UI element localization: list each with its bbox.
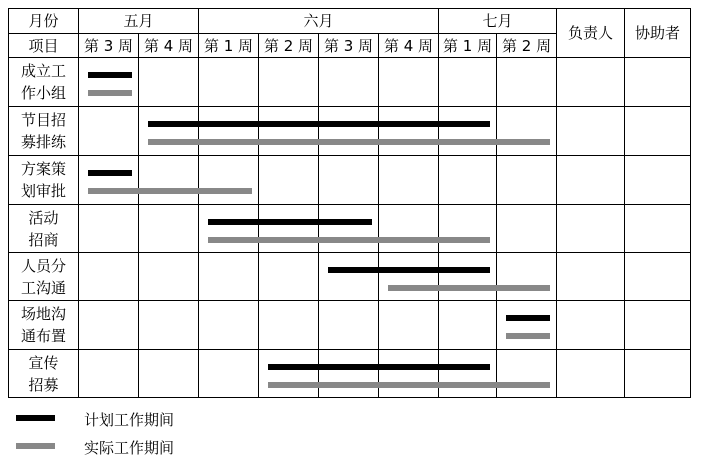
week-grid-cell — [319, 107, 379, 156]
week-grid-cell — [497, 253, 557, 301]
owner-cell — [557, 205, 625, 253]
task-label-line: 场地沟 — [20, 305, 66, 323]
task-row-3 — [9, 156, 691, 205]
week-grid-cell — [259, 301, 319, 350]
week-grid-cell — [199, 350, 259, 398]
owner-cell — [557, 350, 625, 398]
task-row-2 — [9, 107, 691, 156]
owner-cell — [557, 301, 625, 350]
task-label-line: 宣传 — [28, 353, 59, 372]
week-grid-cell — [379, 58, 439, 107]
task-row-1 — [9, 58, 691, 107]
owner-cell — [557, 58, 625, 107]
task-row-5 — [9, 253, 691, 301]
task-label-4 — [9, 205, 79, 253]
week-grid-cell — [79, 205, 139, 253]
week-grid-cell — [379, 301, 439, 350]
legend-label-plan: 计划工作期间 — [84, 411, 175, 429]
assistant-column-header: 协助者 — [625, 9, 691, 58]
owner-cell — [557, 107, 625, 156]
assistant-cell — [625, 253, 691, 301]
task-label-1 — [9, 58, 79, 107]
task-column-header: 项目 — [9, 34, 79, 58]
task-label-line: 募排练 — [20, 133, 66, 151]
task-label-line: 工沟通 — [20, 278, 66, 297]
week-grid-cell — [439, 350, 497, 398]
week-grid-cell — [439, 205, 497, 253]
task-label-line: 节目招 — [20, 111, 66, 129]
task-label-5 — [9, 253, 79, 301]
week-grid-cell — [319, 253, 379, 301]
week-grid-cell — [319, 350, 379, 398]
task-label-line: 通布置 — [20, 327, 66, 345]
week-header-june-w2: 第 2 周 — [259, 34, 319, 58]
week-grid-cell — [79, 156, 139, 205]
week-grid-cell — [79, 301, 139, 350]
week-grid-cell — [79, 350, 139, 398]
week-grid-cell — [199, 301, 259, 350]
month-july-header: 七月 — [439, 9, 557, 34]
task-label-7 — [9, 350, 79, 398]
week-grid-cell — [259, 58, 319, 107]
month-header-row — [9, 9, 691, 34]
legend-label-actual: 实际工作期间 — [84, 439, 175, 457]
legend-item-plan — [16, 409, 216, 431]
week-grid-cell — [439, 253, 497, 301]
legend-item-actual — [16, 437, 216, 459]
week-grid-cell — [319, 205, 379, 253]
week-grid-cell — [139, 301, 199, 350]
week-grid-cell — [259, 253, 319, 301]
week-grid-cell — [259, 205, 319, 253]
assistant-cell — [625, 350, 691, 398]
week-grid-cell — [139, 350, 199, 398]
week-grid-cell — [497, 156, 557, 205]
assistant-cell — [625, 301, 691, 350]
table-header — [9, 9, 691, 58]
week-header-july-w2: 第 2 周 — [497, 34, 557, 58]
week-grid-cell — [199, 107, 259, 156]
task-label-line: 划审批 — [20, 182, 66, 200]
month-label-header: 月份 — [9, 9, 79, 34]
legend-swatch-actual — [16, 443, 55, 449]
week-grid-cell — [139, 156, 199, 205]
week-grid-cell — [497, 301, 557, 350]
owner-column-header: 负责人 — [557, 9, 625, 58]
week-header-june-w3: 第 3 周 — [319, 34, 379, 58]
week-grid-cell — [497, 58, 557, 107]
task-label-line: 招募 — [28, 375, 59, 394]
week-grid-cell — [439, 301, 497, 350]
week-grid-cell — [497, 350, 557, 398]
task-label-line: 活动 — [28, 208, 59, 227]
week-header-july-w1: 第 1 周 — [439, 34, 497, 58]
task-label-line: 作小组 — [20, 84, 66, 102]
week-grid-cell — [199, 58, 259, 107]
week-grid-cell — [199, 253, 259, 301]
task-row-6 — [9, 301, 691, 350]
week-grid-cell — [199, 205, 259, 253]
week-grid-cell — [139, 107, 199, 156]
week-grid-cell — [139, 205, 199, 253]
owner-cell — [557, 253, 625, 301]
week-grid-cell — [439, 58, 497, 107]
week-grid-cell — [379, 205, 439, 253]
owner-cell — [557, 156, 625, 205]
week-header-june-w4: 第 4 周 — [379, 34, 439, 58]
assistant-cell — [625, 58, 691, 107]
week-grid-cell — [439, 107, 497, 156]
week-grid-cell — [497, 205, 557, 253]
task-label-6 — [9, 301, 79, 350]
assistant-cell — [625, 156, 691, 205]
task-row-4 — [9, 205, 691, 253]
week-grid-cell — [79, 58, 139, 107]
week-grid-cell — [319, 301, 379, 350]
week-grid-cell — [139, 253, 199, 301]
week-grid-cell — [199, 156, 259, 205]
week-grid-cell — [259, 350, 319, 398]
week-grid-cell — [79, 107, 139, 156]
week-grid-cell — [259, 156, 319, 205]
week-grid-cell — [139, 58, 199, 107]
week-grid-cell — [259, 107, 319, 156]
task-label-2 — [9, 107, 79, 156]
task-label-line: 招商 — [28, 230, 59, 249]
week-grid-cell — [439, 156, 497, 205]
month-may-header: 五月 — [79, 9, 199, 34]
task-label-line: 成立工 — [20, 62, 66, 80]
week-grid-cell — [379, 156, 439, 205]
task-rows — [9, 58, 691, 398]
month-june-header: 六月 — [199, 9, 439, 34]
week-grid-cell — [379, 253, 439, 301]
assistant-cell — [625, 107, 691, 156]
week-header-may-w4: 第 4 周 — [139, 34, 199, 58]
task-label-line: 人员分 — [20, 256, 66, 275]
legend-swatch-plan — [16, 415, 55, 421]
week-grid-cell — [79, 253, 139, 301]
task-row-7 — [9, 350, 691, 398]
week-grid-cell — [319, 58, 379, 107]
task-label-line: 方案策 — [20, 160, 66, 178]
week-header-june-w1: 第 1 周 — [199, 34, 259, 58]
gantt-table — [8, 8, 691, 398]
week-grid-cell — [319, 156, 379, 205]
week-grid-cell — [379, 350, 439, 398]
assistant-cell — [625, 205, 691, 253]
week-header-may-w3: 第 3 周 — [79, 34, 139, 58]
week-grid-cell — [379, 107, 439, 156]
week-grid-cell — [497, 107, 557, 156]
task-label-3 — [9, 156, 79, 205]
